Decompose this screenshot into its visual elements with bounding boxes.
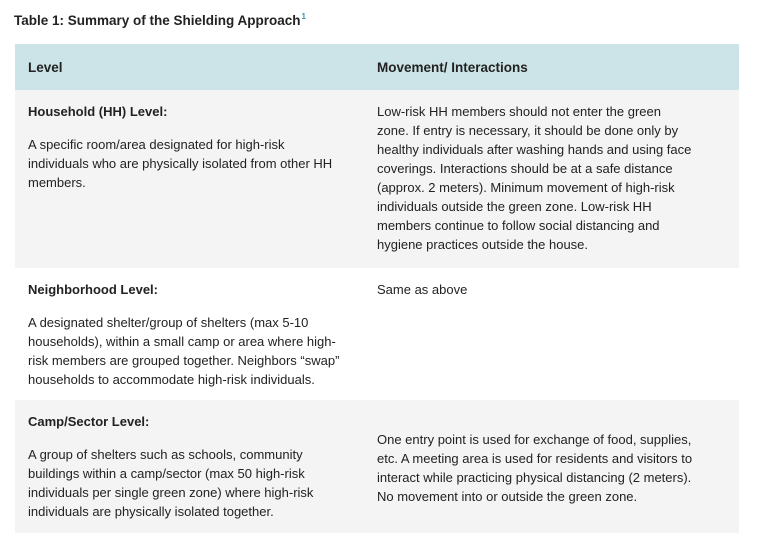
table-row xyxy=(15,90,739,268)
movement-line: members continue to follow social distancing and xyxy=(377,218,660,233)
level-cell xyxy=(15,400,377,533)
level-heading: Neighborhood Level: xyxy=(28,282,158,297)
movement-cell xyxy=(377,400,739,533)
movement-line: interact while practicing physical distancing (2 meters). xyxy=(377,470,692,485)
movement-line: One entry point is used for exchange of food, supplies, xyxy=(377,432,692,447)
level-description-line: households to accommodate high-risk individuals. xyxy=(28,372,315,387)
level-cell xyxy=(15,90,377,268)
movement-cell xyxy=(377,90,739,268)
level-description-line: A specific room/area designated for high-risk xyxy=(28,137,285,152)
column-header-level: Level xyxy=(28,59,63,75)
table-title xyxy=(14,12,306,28)
level-description-line: households), within a small camp or area where high- xyxy=(28,334,336,349)
table-row xyxy=(15,400,739,533)
movement-line: Same as above xyxy=(377,282,468,297)
level-description-line: risk members are grouped together. Neighbors “swap” xyxy=(28,353,340,368)
table-header xyxy=(15,44,739,90)
footnote-marker[interactable]: 1 xyxy=(301,12,306,21)
movement-line: Low-risk HH members should not enter the green xyxy=(377,104,661,119)
movement-line: zone. If entry is necessary, it should be done only by xyxy=(377,123,679,138)
table-title-text: Table 1: Summary of the Shielding Approach xyxy=(14,13,301,28)
movement-line: coverings. Interactions should be at a safe distance xyxy=(377,161,673,176)
level-description-line: individuals per single green zone) where high-risk xyxy=(28,485,314,500)
level-description-line: members. xyxy=(28,175,86,190)
movement-line: No movement into or outside the green zone. xyxy=(377,489,638,504)
level-heading: Camp/Sector Level: xyxy=(28,414,150,429)
movement-line: individuals outside the green zone. Low-risk HH xyxy=(377,199,652,214)
column-header-movement: Movement/ Interactions xyxy=(377,59,528,75)
movement-cell xyxy=(377,268,739,400)
movement-line: healthy individuals after washing hands and using face xyxy=(377,142,692,157)
level-heading: Household (HH) Level: xyxy=(28,104,168,119)
level-description-line: A designated shelter/group of shelters (max 5-10 xyxy=(28,315,309,330)
level-cell xyxy=(15,268,377,400)
level-description-line: A group of shelters such as schools, community xyxy=(28,447,303,462)
movement-line: etc. A meeting area is used for residents and visitors to xyxy=(377,451,693,466)
level-description-line: individuals who are physically isolated from other HH xyxy=(28,156,333,171)
level-description-line: individuals are physically isolated together. xyxy=(28,504,274,519)
table-row xyxy=(15,268,739,400)
shielding-table xyxy=(15,44,739,533)
movement-line: (approx. 2 meters). Minimum movement of high-risk xyxy=(377,180,675,195)
level-description-line: buildings within a camp/sector (max 50 high-risk xyxy=(28,466,305,481)
movement-line: hygiene practices outside the house. xyxy=(377,237,589,252)
